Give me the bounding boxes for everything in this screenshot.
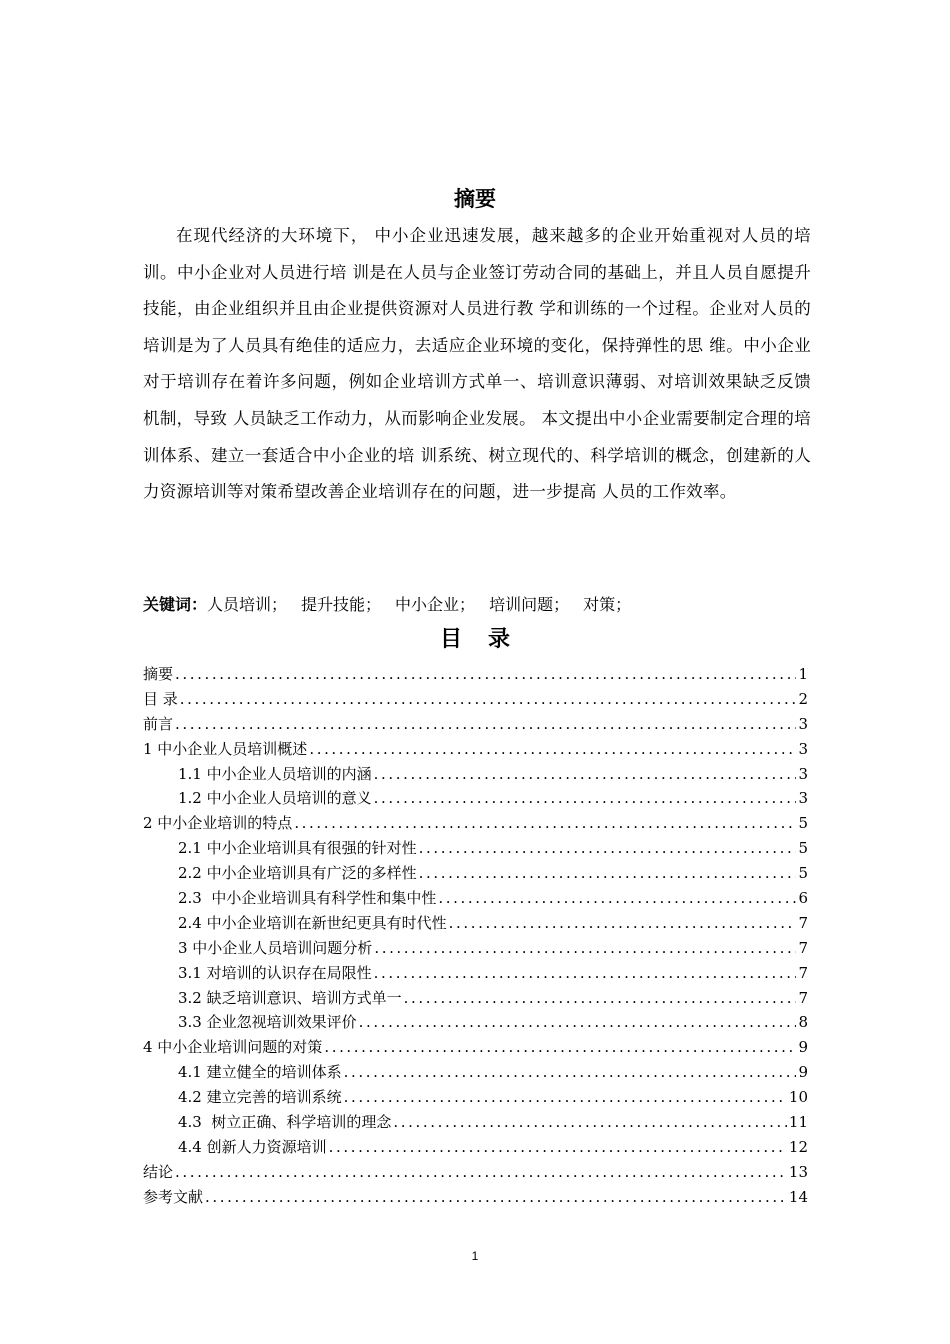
toc-leader-dots [438,886,796,911]
toc-leader-dots [175,1160,787,1185]
keywords-line [143,592,645,615]
toc-page-number: 9 [798,1038,808,1057]
toc-leader-dots [309,737,796,762]
toc-entry[interactable] [143,811,808,836]
toc-entry-text: 2 中小企业培训的特点 [143,814,293,833]
toc-entry[interactable] [143,1035,808,1060]
toc-title: 目录 [439,627,536,652]
toc-leader-dots [359,1010,797,1035]
toc-entry[interactable] [143,1060,808,1085]
toc-leader-dots [205,1185,787,1210]
toc-page-number: 13 [788,1162,808,1181]
keyword-item: 人员培训； [207,595,288,614]
abstract-body: 在现代经济的大环境下， 中小企业迅速发展，越来越多的企业开始重视对人员的培训。中小企业对人员进行培 训是在人员与企业签订劳动合同的基础上，并且人员自愿提升技能，由企业组织并且由企业提供资源对人员进行教 学和训练的一个过程。企业对人员的培训是为了人员具有绝佳的适应力，去适应企业环境的变化，保持弹性的思 维。中小企业对于培训存在着许多问题，例如企业培训方式单一、培训意识薄弱、对培训效果缺乏反馈机制，导致 人员缺乏工作动力，从而影响企业发展。 本文提出中小企业需要制定合理的培训体系、建立一套适合中小企业的培 训系统、树立现代的、科学培训的概念，创建新的人力资源培训等对策希望改善企业培训存在的问题，进一步提高 人员的工作效率。 [143,226,811,502]
toc-entry[interactable] [143,737,808,762]
toc-entry[interactable] [143,886,808,911]
toc-entry-text: 1.2 中小企业人员培训的意义 [178,789,372,808]
toc-leader-dots [344,1060,797,1085]
toc-leader-dots [404,986,797,1011]
toc-page-number: 5 [798,839,808,858]
toc-entry-text: 参考文献 [143,1187,204,1206]
toc-leader-dots [374,936,796,961]
toc-page-number: 5 [798,864,808,883]
toc-entry-text: 3.2 缺乏培训意识、培训方式单一 [178,988,402,1007]
toc-leader-dots [344,1085,787,1110]
table-of-contents [143,662,808,1210]
toc-entry[interactable] [143,986,808,1011]
keyword-item: 中小企业； [395,595,476,614]
toc-page-number: 5 [798,814,808,833]
toc-entry-text: 4.3 树立正确、科学培训的理念 [178,1113,392,1132]
toc-leader-dots [393,1110,787,1135]
toc-page-number: 8 [798,1013,808,1032]
toc-entry-text: 摘要 [143,665,174,683]
toc-entry-text: 4 中小企业培训问题的对策 [143,1038,323,1057]
keyword-item: 培训问题； [489,595,570,614]
toc-page-number: 7 [798,913,808,932]
page-number: 1 [471,1249,479,1263]
toc-leader-dots [329,1135,787,1160]
toc-page-number: 7 [798,938,808,957]
toc-entry[interactable] [143,762,808,787]
toc-leader-dots [324,1035,796,1060]
keyword-item: 提升技能； [301,595,382,614]
toc-page-number: 3 [798,739,808,758]
toc-entry-text: 2.2 中小企业培训具有广泛的多样性 [178,864,417,883]
toc-entry[interactable] [143,1010,808,1035]
toc-page-number: 3 [798,714,808,733]
toc-leader-dots [374,762,797,787]
toc-leader-dots [374,961,797,986]
toc-entry[interactable] [143,712,808,737]
toc-entry[interactable] [143,1160,808,1185]
toc-entry-text: 结论 [143,1162,174,1181]
toc-entry[interactable] [143,1110,808,1135]
toc-leader-dots [294,811,796,836]
toc-page-number: 7 [798,963,808,982]
toc-entry-text: 2.3 中小企业培训具有科学性和集中性 [178,889,437,908]
toc-entry-text: 1 中小企业人员培训概述 [143,739,308,758]
toc-entry-text: 2.4 中小企业培训在新世纪更具有时代性 [178,913,447,932]
toc-leader-dots [175,662,796,687]
toc-entry-text: 前言 [143,714,174,733]
toc-entry[interactable] [143,911,808,936]
toc-leader-dots [175,712,796,737]
toc-leader-dots [374,786,797,811]
toc-leader-dots [449,911,797,936]
toc-entry-text: 1.1 中小企业人员培训的内涵 [178,764,372,783]
toc-leader-dots [180,687,797,712]
toc-page-number: 3 [798,789,808,808]
toc-entry-text: 2.1 中小企业培训具有很强的针对性 [178,839,417,858]
toc-entry-text: 4.2 建立完善的培训系统 [178,1088,342,1107]
toc-page-number: 6 [798,889,808,908]
toc-page-number: 9 [798,1063,808,1082]
toc-page-number: 1 [798,665,808,683]
toc-page-number: 3 [798,764,808,783]
toc-page-number: 2 [798,689,808,708]
abstract-title: 摘要 [454,187,496,211]
toc-page-number: 14 [788,1187,808,1206]
toc-entry[interactable] [143,961,808,986]
toc-page-number: 11 [788,1113,808,1132]
toc-entry[interactable] [143,1085,808,1110]
toc-page-number: 7 [798,988,808,1007]
toc-entry[interactable] [143,936,808,961]
toc-entry-text: 4.1 建立健全的培训体系 [178,1063,342,1082]
toc-entry[interactable] [143,861,808,886]
toc-entry-text: 4.4 创新人力资源培训 [178,1137,327,1156]
keyword-item: 对策； [583,595,632,614]
toc-entry[interactable] [143,1135,808,1160]
toc-entry-text: 目 录 [143,689,178,708]
toc-entry[interactable] [143,786,808,811]
toc-entry-text: 3.1 对培训的认识存在局限性 [178,963,372,982]
toc-page-number: 10 [788,1088,808,1107]
toc-page-number: 12 [788,1137,808,1156]
toc-leader-dots [419,861,797,886]
keywords-label: 关键词： [143,595,208,614]
toc-entry[interactable] [143,687,808,712]
toc-entry-text: 3 中小企业人员培训问题分析 [178,938,373,957]
toc-entry-text: 3.3 企业忽视培训效果评价 [178,1013,357,1032]
toc-entry[interactable] [143,836,808,861]
toc-entry[interactable] [143,662,808,687]
toc-leader-dots [419,836,797,861]
toc-entry[interactable] [143,1185,808,1210]
